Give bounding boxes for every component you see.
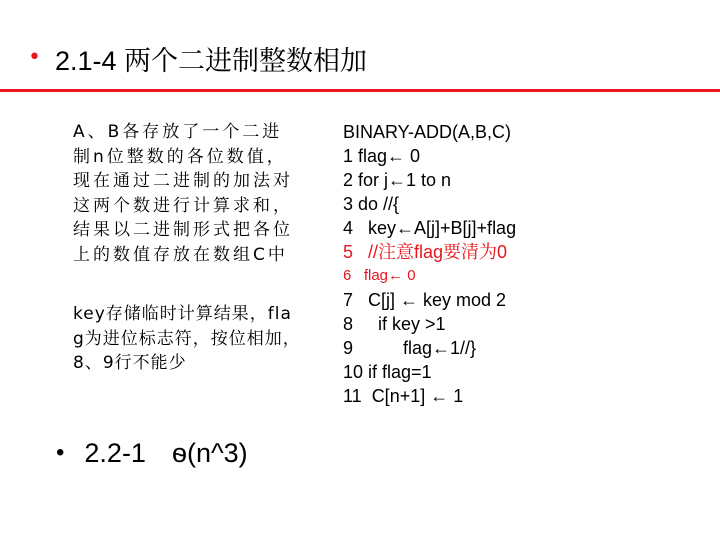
code-line: 9 flag←1//}	[343, 338, 477, 358]
code-line: 6 flag← 0	[343, 267, 416, 284]
complexity-label: 2.2-1	[84, 437, 146, 468]
complexity-value: ѳ(n^3)	[171, 437, 248, 468]
slide-title-row	[28, 36, 367, 80]
description-paragraph: A、B各存放了一个二进制n位整数的各位数值，现在通过二进制的加法对这两个数进行计算求和，结果以二进制形式把各位上的数值存放在数组C中	[73, 122, 293, 265]
complexity-bullet-dot: •	[56, 439, 65, 466]
code-line: 3 do //{	[343, 194, 400, 214]
code-line: 10 if flag=1	[343, 362, 432, 382]
code-line: 5 //注意flag要清为0	[343, 242, 508, 262]
left-column	[73, 120, 301, 376]
complexity-bullet	[56, 435, 248, 471]
code-line: 7 C[j] ← key mod 2	[343, 290, 507, 310]
title-divider	[0, 89, 720, 92]
note-paragraph: key存储临时计算结果，flag为进位标志符，按位相加，8、9行不能少	[73, 304, 301, 373]
slide-title: 2.1-4 两个二进制整数相加	[54, 45, 368, 76]
code-line: 1 flag← 0	[343, 146, 421, 166]
title-bullet: •	[28, 45, 41, 70]
code-line: 4 key←A[j]+B[j]+flag	[343, 218, 517, 238]
code-line: BINARY-ADD(A,B,C)	[343, 122, 512, 142]
code-line: 11 C[n+1] ← 1	[343, 386, 464, 406]
code-line: 8 if key >1	[343, 314, 446, 334]
pseudocode-block	[343, 120, 703, 408]
code-line: 2 for j←1 to n	[343, 170, 452, 190]
